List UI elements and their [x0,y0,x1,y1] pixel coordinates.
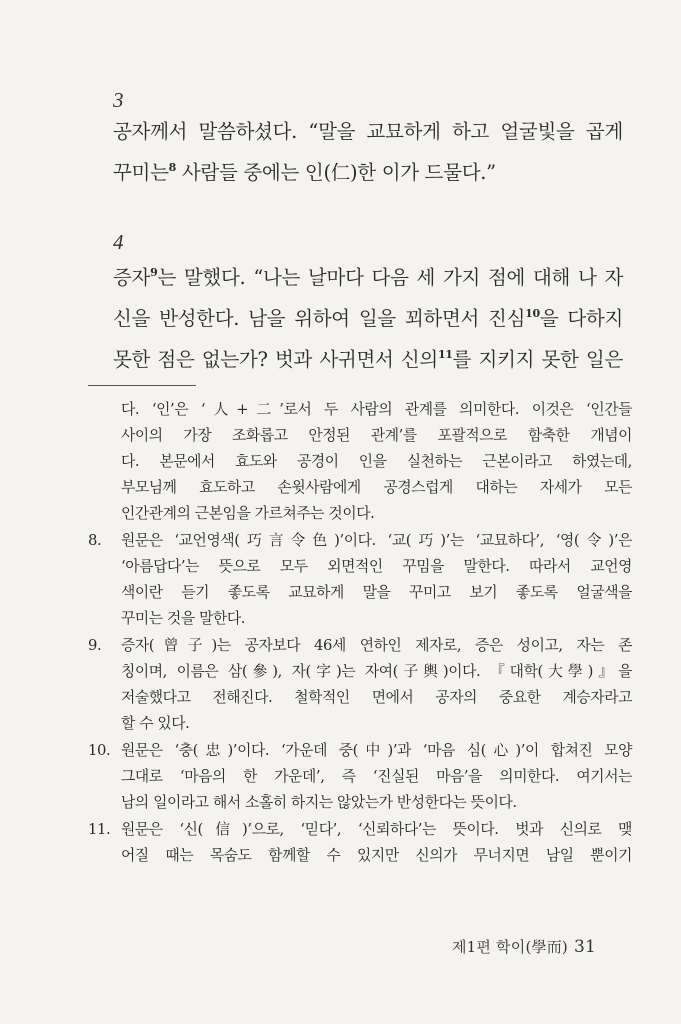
footnote-line: 증자(曾子)는 공자보다 46세 연하인 제자로, 증은 성이고, 자는 존 [121,637,632,654]
footnote-9 [88,633,632,737]
section-number-3: 3 [113,88,124,112]
footnote-8 [88,528,632,632]
footnote-line: 어질 때는 목숨도 함께할 수 있지만 신의가 무너지면 남일 뿐이기 [121,847,632,864]
chapter-title: 제1편 학이(學而) [451,938,568,956]
footnote-11-label: 11. [88,821,111,838]
footnote-ref-9[interactable]: 9 [150,266,158,279]
footnote-line: 할 수 있다. [121,715,190,732]
section-3-line-2b: 사람들 중에는 인(仁)한 이가 드물다.” [175,161,496,184]
section-4-line-2a: 신을 반성한다. 남을 위하여 일을 꾀하면서 진심 [113,307,526,330]
section-number-4: 4 [113,230,124,254]
section-4-line-1 [113,255,623,296]
footnote-line: 사이의 가장 조화롭고 안정된 관계’를 포괄적으로 함축한 개념이 [121,427,632,444]
running-footer [452,936,596,957]
footnote-continued [88,397,632,527]
section-4-line-3a: 못한 점은 없는가? 벗과 사귀면서 신의 [113,348,438,371]
footnote-ref-10[interactable]: 10 [525,307,540,320]
section-3-line-2 [113,150,623,191]
footnote-line: 남의 일이라고 해서 소홀히 하지는 않았는가 반성한다는 뜻이다. [121,794,517,811]
footnote-ref-11[interactable]: 11 [437,348,453,361]
section-3-line-1: 공자께서 말씀하셨다. “말을 교묘하게 하고 얼굴빛을 곱게 [113,120,623,143]
footnote-line: 원문은 ‘충(忠)’이다. ‘가운데 중(中)’과 ‘마음 심(心)’이 합쳐진 모양 [121,742,632,759]
footnote-line: ‘아름답다’는 뜻으로 모두 외면적인 꾸밈을 말한다. 따라서 교언영 [121,558,632,575]
footnote-11 [88,817,632,869]
footnote-line: 인간관계의 근본임을 가르쳐주는 것이다. [121,505,375,522]
footnote-line: 부모님께 효도하고 손윗사람에게 공경스럽게 대하는 자세가 모든 [121,479,632,496]
section-4-line-1a: 증자 [113,266,151,289]
footnote-10 [88,738,632,816]
footnote-line: 꾸미는 것을 말한다. [121,610,246,627]
footnotes [88,397,632,869]
section-3-line-2a: 꾸미는 [113,161,169,184]
section-4-line-2b: 을 다하지 [539,307,623,330]
footnote-line: 색이란 듣기 좋도록 교묘하게 말을 꾸미고 보기 좋도록 얼굴색을 [121,584,632,601]
footnote-line: 칭이며, 이름은 삼(參), 자(字)는 자여(子輿)이다. 『대학(大學)』을 [121,663,632,680]
footnote-line: 저술했다고 전해진다. 철학적인 면에서 공자의 중요한 계승자라고 [121,689,632,706]
section-4-line-1b: 는 말했다. “나는 날마다 다음 세 가지 점에 대해 나 자 [157,266,623,289]
footnote-10-label: 10. [88,742,111,759]
footnote-line: 원문은 ‘교언영색(巧言令色)’이다. ‘교(巧)’는 ‘교묘하다’, ‘영(令)’은 [121,532,632,549]
footnote-9-label: 9. [88,637,102,654]
footnote-line: 다. ‘인’은 ‘人+二’로서 두 사람의 관계를 의미한다. 이것은 ‘인간들 [121,401,632,418]
section-4-line-3b: 를 지키지 못한 일은 [452,348,624,371]
section-3-text [113,114,623,191]
footnote-line: 다. 본문에서 효도와 공경이 인을 실천하는 근본이라고 하였는데, [121,453,632,470]
footnote-ref-8[interactable]: 8 [168,161,176,174]
footnote-8-label: 8. [88,532,102,549]
section-4-line-3 [113,337,623,378]
section-4-text [113,255,623,378]
footnote-divider [88,385,196,386]
footnote-line: 원문은 ‘신(信)’으로, ‘믿다’, ‘신뢰하다’는 뜻이다. 벗과 신의로 맺 [121,821,632,838]
section-4-line-2 [113,296,623,337]
footnote-line: 그대로 ‘마음의 한 가운데’, 즉 ‘진실된 마음’을 의미한다. 여기서는 [121,768,632,785]
page-number: 31 [573,937,596,957]
